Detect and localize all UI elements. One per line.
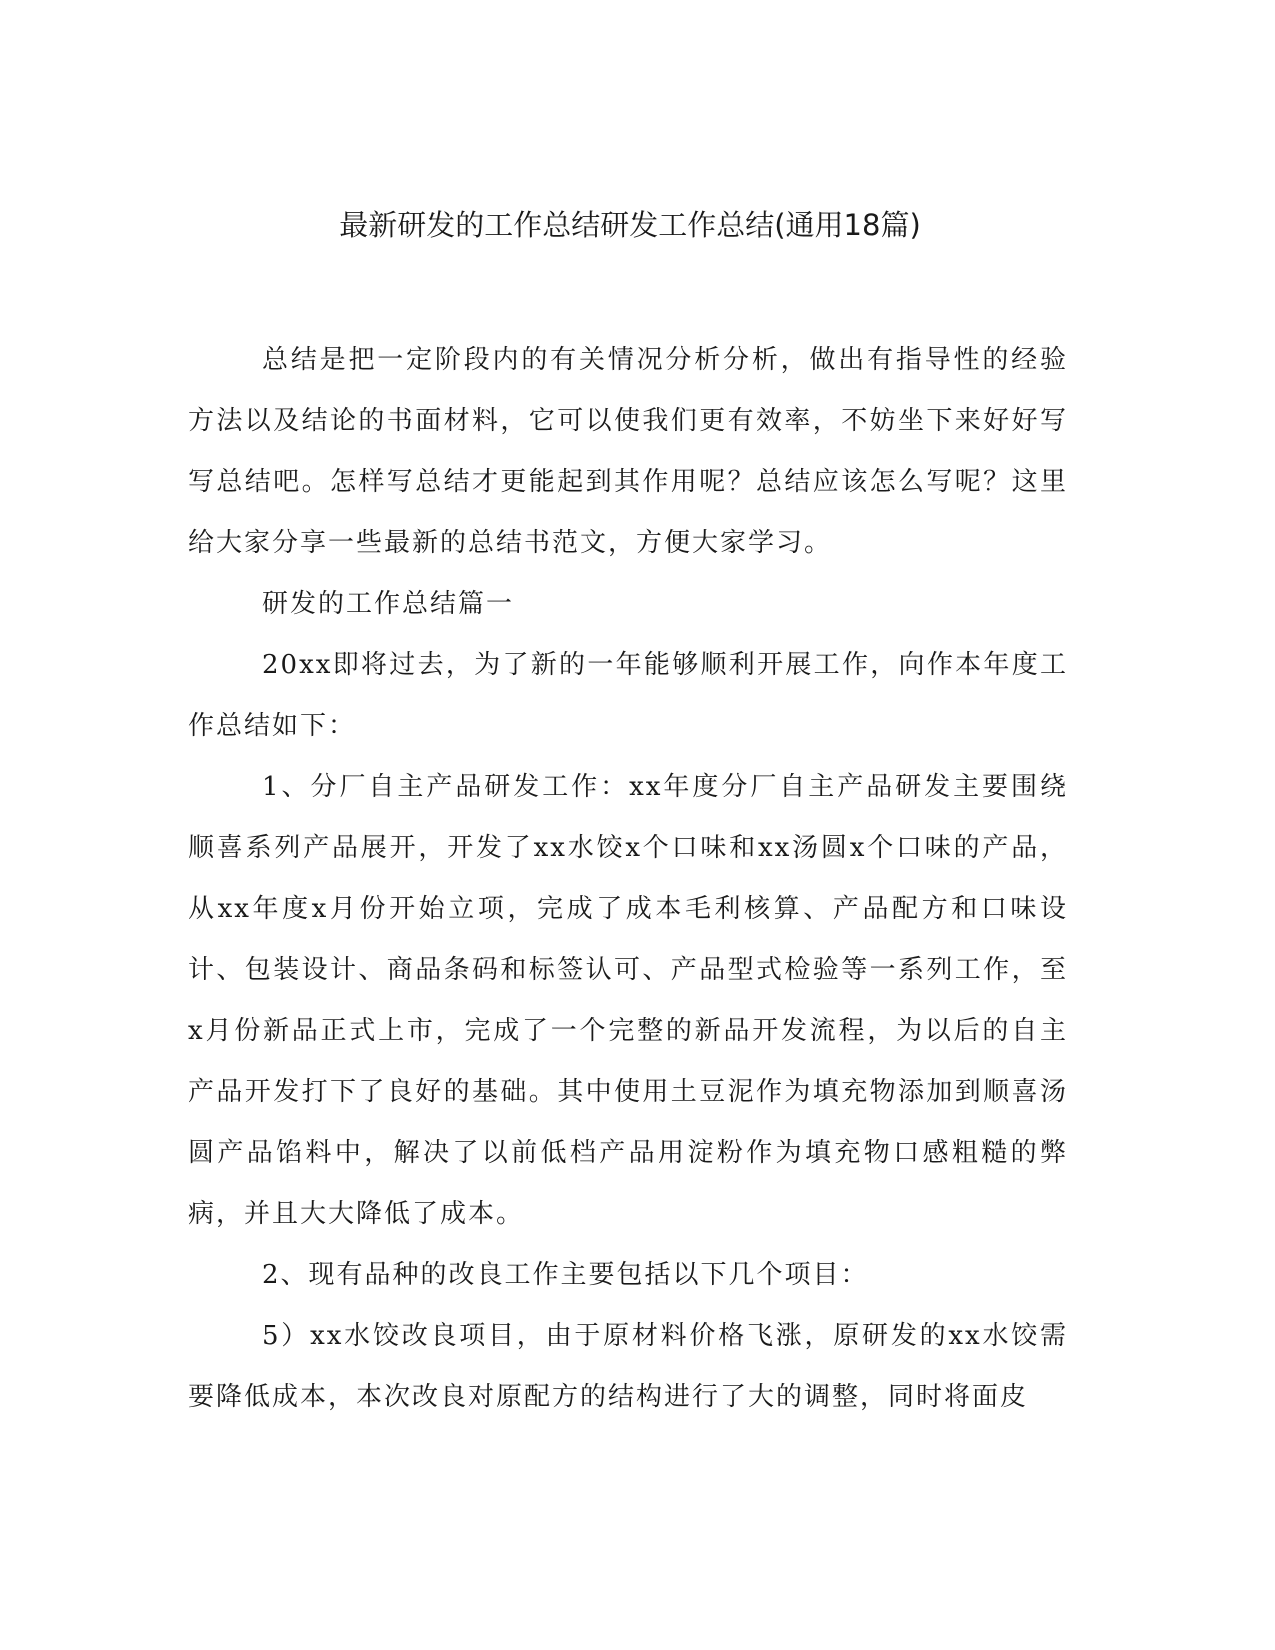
paragraph-item-2: 2、现有品种的改良工作主要包括以下几个项目： [262,1260,869,1290]
paragraph-opening: 20xx即将过去，为了新的一年能够顺利开展工作，向作本年度工作总结如下： [188,650,1068,741]
paragraph-item-5: 5）xx水饺改良项目，由于原材料价格飞涨，原研发的xx水饺需要降低成本，本次改良对原配方的结构进行了大的调整，同时将面皮 [188,1321,1068,1412]
paragraph-item-1: 1、分厂自主产品研发工作：xx年度分厂自主产品研发主要围绕顺喜系列产品展开，开发了xx水饺x个口味和xx汤圆x个口味的产品，从xx年度x月份开始立项，完成了成本毛利核算、产品配方和口味设计、包装设计、商品条码和标签认可、产品型式检验等一系列工作，至x月份新品正式上市，完成了一个完整的新品开发流程，为以后的自主产品开发打下了良好的基础。其中使用土豆泥作为填充物添加到顺喜汤圆产品馅料中，解决了以前低档产品用淀粉作为填充物口感粗糙的弊病，并且大大降低了成本。 [188,772,1068,1229]
document-title: 最新研发的工作总结研发工作总结(通用18篇) [339,208,921,242]
document-body [188,330,1068,1428]
section-heading: 研发的工作总结篇一 [262,589,515,619]
paragraph-intro: 总结是把一定阶段内的有关情况分析分析，做出有指导性的经验方法以及结论的书面材料，它可以使我们更有效率，不妨坐下来好好写写总结吧。怎样写总结才更能起到其作用呢？总结应该怎么写呢？这里给大家分享一些最新的总结书范文，方便大家学习。 [188,345,1068,558]
